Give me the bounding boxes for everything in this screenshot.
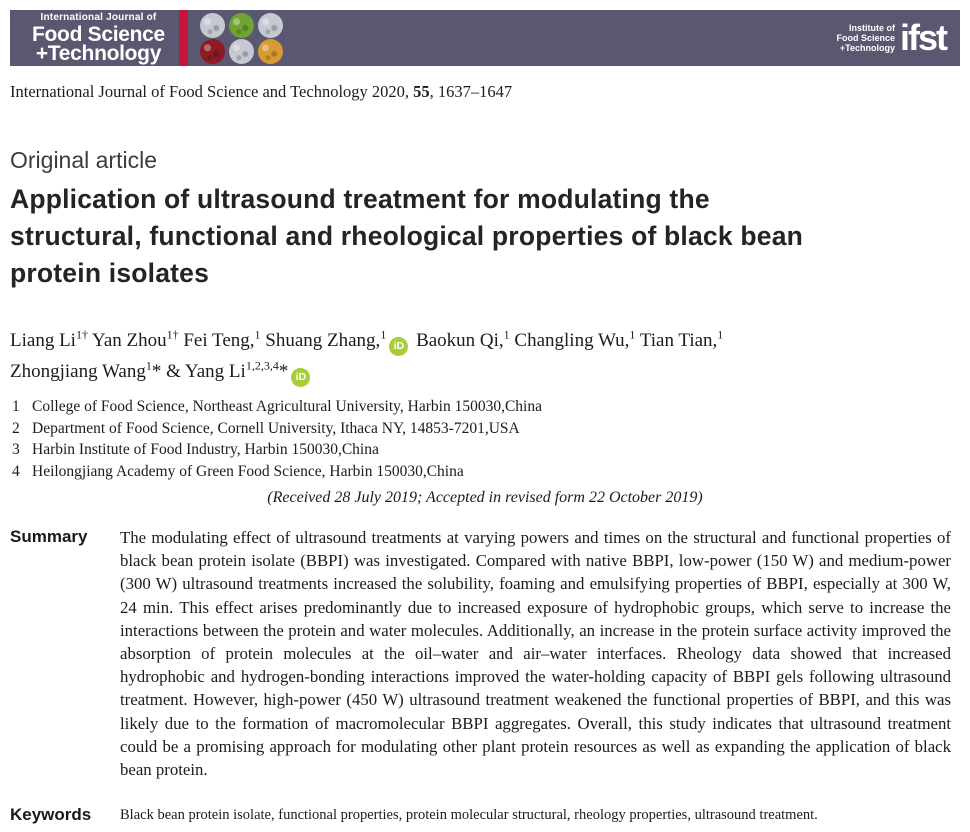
affiliation-number: 3 [12,441,20,458]
author-affiliation-superscript: 1,2,3,4 [245,358,279,373]
citation-prefix: International Journal of Food Science and Technology 2020, [10,82,414,101]
affiliation-row [12,461,970,483]
author-affiliation-superscript: 1 [145,358,152,373]
affiliation-row [12,396,970,418]
journal-logo-name-line1: Food Science [32,23,165,46]
affiliation-number: 4 [12,462,20,480]
orcid-icon[interactable]: iD [291,368,310,387]
title-line-3: protein isolates [10,258,210,288]
article-title [10,181,970,292]
author-line: Liang $Li^{1\dagger}$ Yan Zhou$^{1\dagger}$ Fei Teng,$^1$ Shuang Zhang,$^1$iD Baokun Qi,$^1$ Changling Wu,$^1$ Tian Tian,$^1$ [10,325,970,356]
summary-text: The modulating effect of ultrasound treatments at varying powers and times on the structural and functional properties of black bean protein isolate (BBPI) was investigated. Compared with native BBPI, low-power (150 W) and medium-power (300 W) ultrasound treatments increased the solubility, foaming and emulsifying properties of BBPI, especially at 300 W, 24 min. This effect arises predominantly due to increased exposure of hydrophobic groups, which serve to increase the interactions between the protein and water molecules. Additionally, an increase in the protein surface activity improved the absorption of protein molecules at the oil–water and air–water interfaces. Rheology data showed that increased hydrophobic and hydrogen-bonding interactions improved the water-holding capacity of BBPI gels following ultrasound treatment. However, high-power (450 W) ultrasound treatment weakened the functional properties of BBPI, and this was likely due to the formation of macromolecular BBPI aggregates. Overall, this study indicates that ultrasound treatment could be a promising approach for modulating other plant protein resources as well as expanding the application of black bean protein. [120,528,951,780]
journal-banner [10,10,960,66]
affiliation-number: 1 [12,398,20,415]
title-line-2: structural, functional and rheological properties of black bean [10,221,804,251]
journal-logo-name-line2: +Technology [35,42,162,65]
author-affiliation-superscript: 1† [75,327,88,342]
affiliation-text: Department of Food Science, Cornell University, Ithaca NY, 14853-7201,USA [32,419,520,437]
keywords-label: Keywords [10,805,92,825]
article-type-label: Original article [10,147,157,173]
journal-logo [32,13,165,63]
summary-section [10,526,970,781]
banner-accent-stripe [179,10,188,66]
journal-logo-topline: International Journal of [40,12,157,23]
received-accepted-line: (Received 28 July 2019; Accepted in revised form 22 October 2019) [267,489,703,506]
citation-pages: , 1637–1647 [429,82,513,101]
author-affiliation-superscript: 1 [503,327,510,342]
keywords-text: Black bean protein isolate, functional properties, protein molecular structural, rheology properties, ultrasound treatment. [120,807,818,824]
affiliation-row [12,439,970,461]
citation-volume: 55 [413,82,430,101]
author-affiliation-superscript: 1 [380,327,387,342]
greens-icon [229,13,254,38]
beverage-icon [258,39,283,64]
affiliation-text: Heilongjiang Academy of Green Food Science, Harbin 150030,China [32,462,464,480]
journal-citation [10,82,970,102]
affiliation-text: Harbin Institute of Food Industry, Harbin 150030,China [32,441,379,458]
author-affiliation-superscript: 1 [717,327,724,342]
ifst-line1: Institute of [849,23,895,33]
author-list [10,325,970,387]
affiliation-row [12,418,970,440]
meat-icon [200,39,225,64]
summary-label: Summary [10,527,88,546]
title-line-1: Application of ultrasound treatment for modulating the [10,184,710,214]
peas-icon [229,39,254,64]
grain-icon [200,13,225,38]
ifst-logo [836,17,946,58]
affiliation-list [12,396,970,482]
author-affiliation-superscript: 1 [254,327,261,342]
food-photo-circles [200,13,285,63]
berries-icon [258,13,283,38]
affiliation-number: 2 [12,419,20,437]
ifst-line3: +Technology [839,43,895,53]
keywords-section [10,804,970,825]
ifst-acronym: ifst [900,17,946,58]
author-affiliation-superscript: 1† [166,327,179,342]
author-affiliation-superscript: 1 [629,327,636,342]
ifst-line2: Food Science [836,33,895,43]
affiliation-text: College of Food Science, Northeast Agricultural University, Harbin 150030,China [32,398,542,415]
ifst-logo-wordmark [836,23,895,53]
orcid-icon[interactable]: iD [389,337,408,356]
author-line: Zhongjiang Wang$^1$* & Yang Li$^{1,2,3,4}$* iD [10,356,970,387]
